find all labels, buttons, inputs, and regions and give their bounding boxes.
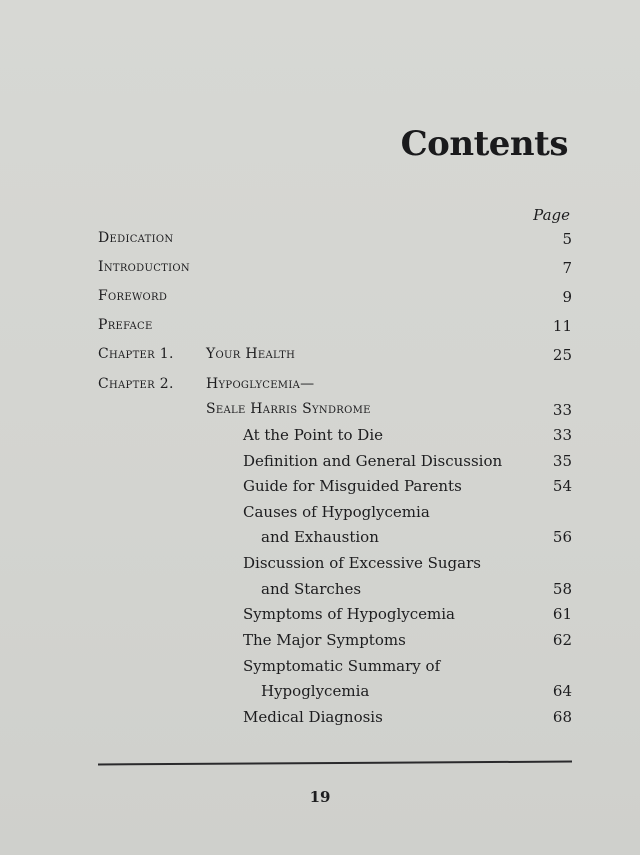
page-column-header: Page (533, 206, 570, 224)
section-title: Symptomatic Summary of (243, 657, 441, 675)
toc-section (0, 426, 640, 448)
section-title: Discussion of Excessive Sugars (243, 554, 481, 572)
toc-entry-label: Dedication (98, 230, 174, 246)
section-title: Guide for Misguided Parents (243, 477, 462, 495)
toc-entry-page: 7 (562, 259, 572, 277)
toc-section (0, 477, 640, 499)
toc-entry-label: Foreword (98, 288, 168, 304)
toc-entry-preface (0, 317, 640, 339)
toc-chapter-2-subtitle (0, 401, 640, 423)
toc-section (0, 554, 640, 576)
toc-section (0, 657, 640, 679)
toc-section (0, 452, 640, 474)
toc-entry-label: Introduction (98, 259, 190, 275)
toc-chapter-2 (0, 376, 640, 398)
chapter-title: Hypoglycemia— (206, 376, 315, 392)
toc-entry-page: 25 (552, 346, 572, 364)
chapter-number: Chapter 1. (98, 346, 174, 362)
section-title: At the Point to Die (243, 426, 383, 444)
toc-entry-dedication (0, 230, 640, 252)
toc-entry-page: 58 (552, 580, 572, 598)
toc-entry-page: 33 (552, 426, 572, 444)
toc-section-continued (0, 580, 640, 602)
chapter-number: Chapter 2. (98, 376, 174, 392)
section-title: Medical Diagnosis (243, 708, 383, 726)
toc-chapter-1 (0, 346, 640, 368)
section-title-continued: and Exhaustion (261, 528, 379, 546)
toc-section-continued (0, 682, 640, 704)
toc-entry-foreword (0, 288, 640, 310)
section-title-continued: Hypoglycemia (261, 682, 370, 700)
toc-entry-page: 35 (552, 452, 572, 470)
toc-section-continued (0, 528, 640, 550)
toc-entry-page: 64 (552, 682, 572, 700)
section-title-continued: and Starches (261, 580, 362, 598)
toc-entry-page: 56 (552, 528, 572, 546)
toc-entry-page: 5 (562, 230, 572, 248)
toc-entry-page: 33 (552, 401, 572, 419)
toc-entry-page: 9 (562, 288, 572, 306)
toc-section (0, 605, 640, 627)
toc-entry-page: 61 (552, 605, 572, 623)
section-title: Definition and General Discussion (243, 452, 503, 470)
chapter-title: Your Health (206, 346, 296, 362)
toc-section (0, 503, 640, 525)
toc-section (0, 631, 640, 653)
toc-entry-introduction (0, 259, 640, 281)
toc-entry-page: 54 (552, 477, 572, 495)
toc-entry-label: Preface (98, 317, 153, 333)
chapter-subtitle: Seale Harris Syndrome (206, 401, 371, 417)
toc-entry-page: 62 (552, 631, 572, 649)
page-number: 19 (309, 788, 331, 806)
toc-entry-page: 68 (552, 708, 572, 726)
section-title: Symptoms of Hypoglycemia (243, 605, 455, 623)
page-title: Contents (400, 124, 568, 164)
section-title: Causes of Hypoglycemia (243, 503, 430, 521)
section-title: The Major Symptoms (243, 631, 406, 649)
toc-section (0, 708, 640, 730)
toc-entry-page: 11 (552, 317, 572, 335)
